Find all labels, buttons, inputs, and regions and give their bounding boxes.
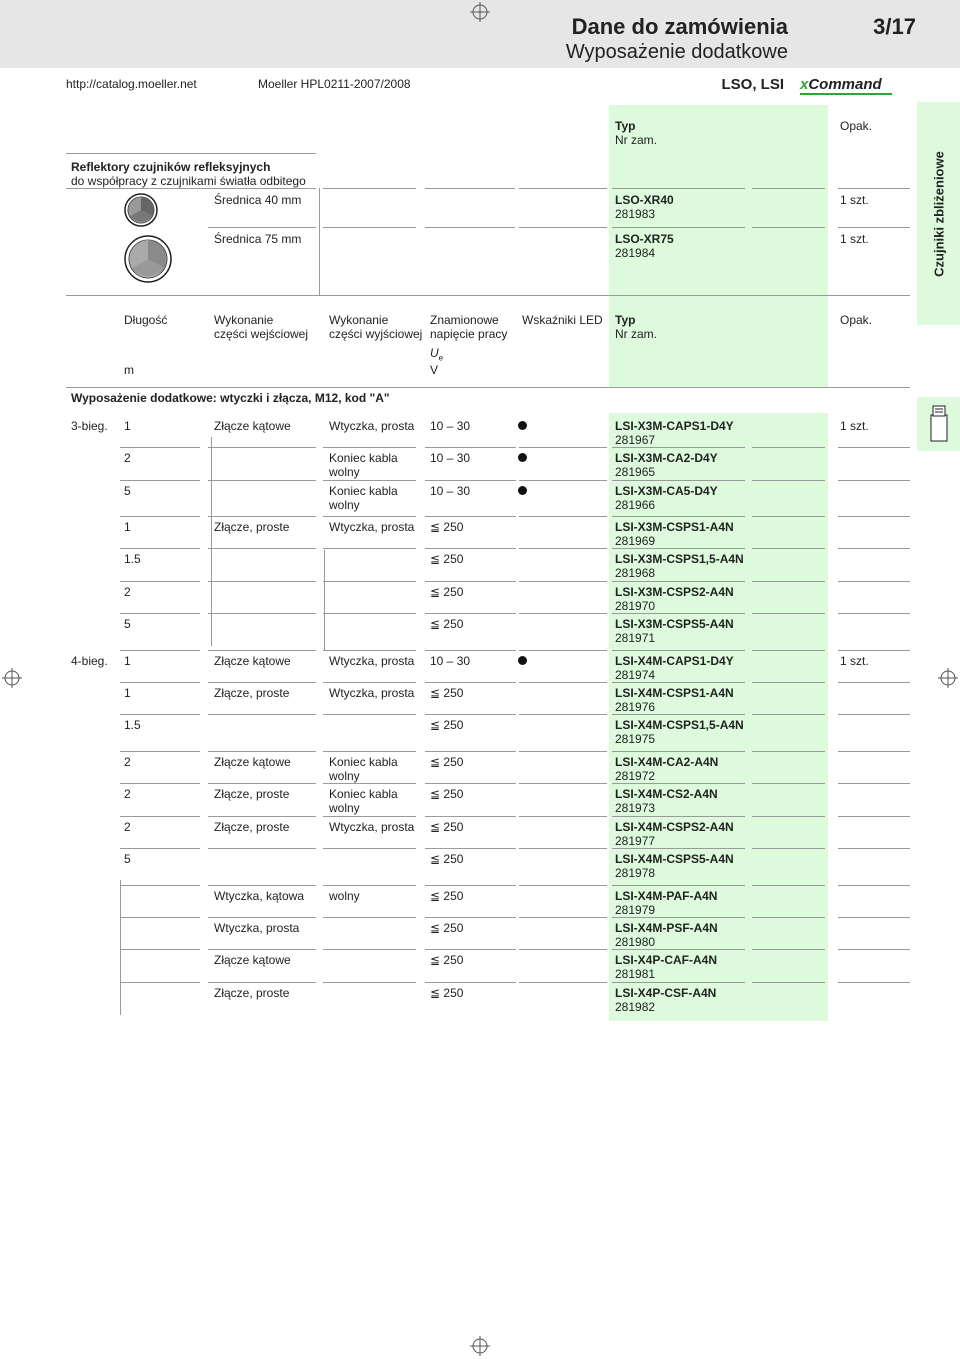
span-divider — [211, 516, 212, 646]
row-divider — [323, 848, 416, 849]
row-divider — [838, 783, 910, 784]
row-divider — [425, 650, 516, 651]
row-divider — [838, 848, 910, 849]
length-cell: 1 — [124, 686, 131, 700]
sensor-icon — [917, 397, 960, 451]
divider — [519, 188, 607, 189]
row-divider — [612, 848, 745, 849]
row-divider — [208, 848, 316, 849]
output-cell: Wtyczka, prosta — [329, 820, 415, 834]
row-divider — [120, 714, 200, 715]
row-divider — [612, 516, 745, 517]
row-divider — [323, 447, 416, 448]
row-divider — [519, 714, 607, 715]
row-divider — [425, 613, 516, 614]
output-cell: Koniec kabla wolny — [329, 451, 398, 479]
order-number-cell: 281966 — [615, 498, 656, 512]
catalog-url[interactable]: http://catalog.moeller.net — [66, 77, 197, 91]
type-cell: LSI-X3M-CA5-D4Y — [615, 484, 718, 498]
voltage-cell: 10 – 30 — [430, 654, 471, 668]
reflectors-subtitle: do współpracy z czujnikami światła odbitego — [71, 174, 306, 188]
row-divider — [425, 682, 516, 683]
reflector-type: LSO-XR75 — [615, 232, 674, 246]
row-divider — [120, 917, 200, 918]
row-divider — [752, 548, 825, 549]
row-divider — [323, 516, 416, 517]
order-number-cell: 281967 — [615, 433, 656, 447]
row-divider — [612, 783, 745, 784]
row-divider — [519, 447, 607, 448]
row-divider — [519, 581, 607, 582]
row-divider — [323, 783, 416, 784]
voltage-cell: ≦ 250 — [430, 921, 464, 935]
output-cell: Wtyczka, prosta — [329, 520, 415, 534]
row-divider — [208, 714, 316, 715]
row-divider — [519, 816, 607, 817]
type-cell: LSI-X4M-CAPS1-D4Y — [615, 654, 734, 668]
type-cell: LSI-X4M-CSPS5-A4N — [615, 852, 734, 866]
row-divider — [208, 581, 316, 582]
order-number-cell: 281982 — [615, 1000, 656, 1014]
length-cell: 2 — [124, 755, 131, 769]
row-divider — [838, 917, 910, 918]
row-divider — [425, 885, 516, 886]
voltage-cell: ≦ 250 — [430, 889, 464, 903]
row-divider — [425, 751, 516, 752]
row-divider — [120, 447, 200, 448]
row-divider — [612, 714, 745, 715]
length-cell: 1 — [124, 419, 131, 433]
row-divider — [838, 816, 910, 817]
row-divider — [838, 480, 910, 481]
type-cell: LSI-X4M-CSPS2-A4N — [615, 820, 734, 834]
row-divider — [519, 516, 607, 517]
row-divider — [752, 650, 825, 651]
row-divider — [612, 751, 745, 752]
type-cell: LSI-X3M-CSPS1,5-A4N — [615, 552, 744, 566]
order-number-cell: 281974 — [615, 668, 656, 682]
row-divider — [208, 816, 316, 817]
row-divider — [838, 982, 910, 983]
row-divider — [612, 949, 745, 950]
col-led-header: Wskaźniki LED — [522, 313, 603, 327]
row-divider — [838, 714, 910, 715]
voltage-cell: 10 – 30 — [430, 451, 471, 465]
col-pack-header: Opak. — [840, 313, 873, 327]
row-divider — [519, 480, 607, 481]
type-cell: LSI-X3M-CSPS5-A4N — [615, 617, 734, 631]
input-cell: Złącze, proste — [214, 820, 290, 834]
row-divider — [120, 548, 200, 549]
row-divider — [323, 650, 416, 651]
reflector-75-image — [124, 235, 172, 286]
order-number-cell: 281976 — [615, 700, 656, 714]
divider — [838, 227, 910, 228]
row-divider — [208, 447, 316, 448]
input-cell: Złącze, proste — [214, 686, 290, 700]
output-cell: Koniec kabla wolny — [329, 755, 398, 783]
voltage-cell: 10 – 30 — [430, 419, 471, 433]
order-number-cell: 281977 — [615, 834, 656, 848]
row-divider — [519, 613, 607, 614]
registration-mark-icon — [938, 668, 958, 688]
row-divider — [208, 982, 316, 983]
row-divider — [120, 650, 200, 651]
span-divider — [324, 550, 325, 650]
input-cell: Złącze, proste — [214, 787, 290, 801]
divider — [319, 188, 320, 295]
row-divider — [120, 949, 200, 950]
divider — [752, 227, 825, 228]
logo-underline — [800, 93, 892, 95]
row-divider — [425, 516, 516, 517]
divider — [66, 188, 316, 189]
voltage-cell: ≦ 250 — [430, 718, 464, 732]
col-type-header: Typ — [615, 313, 636, 327]
col-pack-header: Opak. — [840, 119, 873, 133]
row-divider — [425, 816, 516, 817]
col-output-header: Wykonanie części wyjściowej — [329, 313, 423, 341]
row-divider — [208, 885, 316, 886]
length-cell: 2 — [124, 451, 131, 465]
row-divider — [323, 949, 416, 950]
length-cell: 1 — [124, 654, 131, 668]
order-number-cell: 281969 — [615, 534, 656, 548]
row-divider — [323, 751, 416, 752]
order-number-cell: 281968 — [615, 566, 656, 580]
order-number-cell: 281970 — [615, 599, 656, 613]
order-number-cell: 281975 — [615, 732, 656, 746]
row-divider — [323, 581, 416, 582]
row-divider — [120, 682, 200, 683]
row-divider — [208, 917, 316, 918]
row-divider — [752, 885, 825, 886]
row-divider — [752, 848, 825, 849]
type-cell: LSI-X4M-CS2-A4N — [615, 787, 718, 801]
row-divider — [425, 548, 516, 549]
type-cell: LSI-X3M-CSPS1-A4N — [615, 520, 734, 534]
divider — [612, 188, 745, 189]
input-cell: Złącze, proste — [214, 986, 290, 1000]
pack-cell: 1 szt. — [840, 419, 869, 433]
row-divider — [323, 917, 416, 918]
type-cell: LSI-X3M-CSPS2-A4N — [615, 585, 734, 599]
output-cell: Wtyczka, prosta — [329, 654, 415, 668]
voltage-cell: ≦ 250 — [430, 686, 464, 700]
group-label: 4-bieg. — [71, 654, 108, 668]
type-cell: LSI-X3M-CA2-D4Y — [615, 451, 718, 465]
section-title: Wyposażenie dodatkowe: wtyczki i złącza, M12, kod "A" — [71, 391, 390, 405]
col-type-header: Typ — [615, 119, 636, 133]
row-divider — [519, 982, 607, 983]
registration-mark-icon — [470, 1336, 490, 1356]
input-cell: Złącze kątowe — [214, 755, 291, 769]
row-divider — [838, 447, 910, 448]
row-divider — [838, 682, 910, 683]
row-divider — [208, 650, 316, 651]
row-divider — [519, 650, 607, 651]
length-cell: 5 — [124, 617, 131, 631]
row-divider — [425, 848, 516, 849]
input-cell: Złącze kątowe — [214, 953, 291, 967]
reflectors-title: Reflektory czujników refleksyjnych — [71, 160, 271, 174]
row-divider — [120, 982, 200, 983]
divider — [425, 227, 515, 228]
registration-mark-icon — [470, 2, 490, 22]
reflector-desc: Średnica 75 mm — [214, 232, 302, 246]
divider — [519, 227, 607, 228]
row-divider — [519, 848, 607, 849]
row-divider — [752, 982, 825, 983]
voltage-cell: 10 – 30 — [430, 484, 471, 498]
voltage-unit: V — [430, 363, 439, 377]
row-divider — [752, 816, 825, 817]
row-divider — [612, 581, 745, 582]
reflector-pack: 1 szt. — [840, 232, 869, 246]
voltage-symbol: $U_e$ — [430, 346, 444, 363]
reflector-pack: 1 szt. — [840, 193, 869, 207]
row-divider — [120, 751, 200, 752]
row-divider — [208, 949, 316, 950]
page-title: Dane do zamówienia — [571, 14, 788, 39]
length-cell: 1.5 — [124, 552, 141, 566]
page-subtitle: Wyposażenie dodatkowe — [565, 41, 788, 63]
divider — [208, 227, 316, 228]
row-divider — [208, 783, 316, 784]
row-divider — [425, 447, 516, 448]
voltage-cell: ≦ 250 — [430, 552, 464, 566]
side-tab-label: Czujniki zbliżeniowe — [931, 150, 946, 277]
row-divider — [612, 480, 745, 481]
row-divider — [752, 516, 825, 517]
row-divider — [519, 751, 607, 752]
row-divider — [838, 751, 910, 752]
length-cell: 2 — [124, 820, 131, 834]
reflector-type: LSO-XR40 — [615, 193, 674, 207]
row-divider — [425, 480, 516, 481]
row-divider — [612, 447, 745, 448]
page-number: 3/17 — [873, 14, 916, 39]
row-divider — [519, 783, 607, 784]
row-divider — [323, 714, 416, 715]
row-divider — [519, 885, 607, 886]
row-divider — [838, 613, 910, 614]
length-cell: 2 — [124, 585, 131, 599]
divider — [323, 227, 416, 228]
row-divider — [612, 613, 745, 614]
row-divider — [208, 480, 316, 481]
order-number-cell: 281971 — [615, 631, 656, 645]
row-divider — [323, 613, 416, 614]
col-voltage-header: Znamionowe napięcie pracy — [430, 313, 508, 341]
row-divider — [519, 682, 607, 683]
divider — [425, 188, 515, 189]
col-length-unit: m — [124, 363, 134, 377]
order-number-cell: 281980 — [615, 935, 656, 949]
type-cell: LSI-X4M-CA2-A4N — [615, 755, 719, 769]
row-divider — [612, 982, 745, 983]
divider — [66, 153, 316, 154]
row-divider — [425, 783, 516, 784]
led-indicator-dot — [518, 486, 527, 495]
order-number-cell: 281973 — [615, 801, 656, 815]
order-number-cell: 281979 — [615, 903, 656, 917]
row-divider — [838, 949, 910, 950]
col-input-header: Wykonanie części wejściowej — [214, 313, 309, 341]
row-divider — [838, 548, 910, 549]
row-divider — [208, 516, 316, 517]
row-divider — [752, 682, 825, 683]
row-divider — [612, 650, 745, 651]
row-divider — [120, 516, 200, 517]
product-name: LSO, LSI — [721, 76, 784, 93]
row-divider — [323, 682, 416, 683]
led-indicator-dot — [518, 656, 527, 665]
row-divider — [752, 714, 825, 715]
row-divider — [120, 816, 200, 817]
registration-mark-icon — [2, 668, 22, 688]
row-divider — [752, 613, 825, 614]
output-cell: Koniec kabla wolny — [329, 787, 398, 815]
voltage-cell: ≦ 250 — [430, 820, 464, 834]
output-cell: Wtyczka, prosta — [329, 686, 415, 700]
length-cell: 1.5 — [124, 718, 141, 732]
row-divider — [425, 949, 516, 950]
row-divider — [612, 682, 745, 683]
input-cell: Złącze kątowe — [214, 654, 291, 668]
type-cell: LSI-X4M-PSF-A4N — [615, 921, 718, 935]
row-divider — [120, 848, 200, 849]
output-cell: Koniec kabla wolny — [329, 484, 398, 512]
voltage-cell: ≦ 250 — [430, 585, 464, 599]
divider — [66, 387, 910, 388]
row-divider — [519, 917, 607, 918]
row-divider — [752, 480, 825, 481]
row-divider — [425, 581, 516, 582]
row-divider — [838, 650, 910, 651]
length-cell: 2 — [124, 787, 131, 801]
input-cell: Złącze, proste — [214, 520, 290, 534]
col-order-header: Nr zam. — [615, 133, 657, 147]
group-label: 3-bieg. — [71, 419, 108, 433]
row-divider — [323, 885, 416, 886]
row-divider — [612, 885, 745, 886]
voltage-cell: ≦ 250 — [430, 986, 464, 1000]
pack-cell: 1 szt. — [840, 654, 869, 668]
row-divider — [752, 949, 825, 950]
order-number-cell: 281972 — [615, 769, 656, 783]
row-divider — [612, 917, 745, 918]
row-divider — [838, 516, 910, 517]
catalog-name: Moeller HPL0211-2007/2008 — [258, 77, 411, 91]
col-length-header: Długość — [124, 313, 168, 327]
row-divider — [612, 548, 745, 549]
order-number-cell: 281965 — [615, 465, 656, 479]
voltage-cell: ≦ 250 — [430, 953, 464, 967]
row-divider — [323, 816, 416, 817]
output-cell: Wtyczka, prosta — [329, 419, 415, 433]
row-divider — [752, 783, 825, 784]
order-number-cell: 281978 — [615, 866, 656, 880]
divider — [838, 188, 910, 189]
row-divider — [323, 548, 416, 549]
reflector-order: 281984 — [615, 246, 656, 260]
type-cell: LSI-X4M-PAF-A4N — [615, 889, 718, 903]
row-divider — [752, 751, 825, 752]
led-indicator-dot — [518, 421, 527, 430]
input-cell: Złącze kątowe — [214, 419, 291, 433]
voltage-cell: ≦ 250 — [430, 520, 464, 534]
row-divider — [752, 447, 825, 448]
row-divider — [208, 548, 316, 549]
row-divider — [838, 581, 910, 582]
row-divider — [208, 613, 316, 614]
row-divider — [208, 751, 316, 752]
row-divider — [519, 949, 607, 950]
row-divider — [208, 682, 316, 683]
led-indicator-dot — [518, 453, 527, 462]
divider — [752, 188, 825, 189]
reflector-40-image — [124, 193, 158, 230]
xcommand-logo: xCommand — [800, 76, 882, 93]
type-cell: LSI-X3M-CAPS1-D4Y — [615, 419, 734, 433]
row-divider — [838, 885, 910, 886]
voltage-cell: ≦ 250 — [430, 755, 464, 769]
type-cell: LSI-X4M-CSPS1-A4N — [615, 686, 734, 700]
type-cell: LSI-X4P-CAF-A4N — [615, 953, 718, 967]
type-cell: LSI-X4M-CSPS1,5-A4N — [615, 718, 744, 732]
row-divider — [519, 548, 607, 549]
divider — [323, 188, 416, 189]
row-divider — [323, 982, 416, 983]
row-divider — [425, 917, 516, 918]
voltage-cell: ≦ 250 — [430, 852, 464, 866]
row-divider — [752, 581, 825, 582]
row-divider — [120, 613, 200, 614]
col-order-header: Nr zam. — [615, 327, 657, 341]
row-divider — [120, 783, 200, 784]
divider — [612, 227, 745, 228]
type-cell: LSI-X4P-CSF-A4N — [615, 986, 717, 1000]
row-divider — [752, 917, 825, 918]
row-divider — [120, 480, 200, 481]
voltage-cell: ≦ 250 — [430, 787, 464, 801]
row-divider — [425, 982, 516, 983]
reflector-order: 281983 — [615, 207, 656, 221]
voltage-cell: ≦ 250 — [430, 617, 464, 631]
output-cell: wolny — [329, 889, 360, 903]
input-cell: Wtyczka, kątowa — [214, 889, 305, 903]
row-divider — [612, 816, 745, 817]
span-divider — [120, 880, 121, 1015]
row-divider — [120, 581, 200, 582]
reflector-desc: Średnica 40 mm — [214, 193, 302, 207]
row-divider — [120, 885, 200, 886]
order-number-cell: 281981 — [615, 967, 656, 981]
length-cell: 1 — [124, 520, 131, 534]
length-cell: 5 — [124, 484, 131, 498]
row-divider — [323, 480, 416, 481]
row-divider — [425, 714, 516, 715]
length-cell: 5 — [124, 852, 131, 866]
input-cell: Wtyczka, prosta — [214, 921, 300, 935]
divider — [66, 295, 910, 296]
